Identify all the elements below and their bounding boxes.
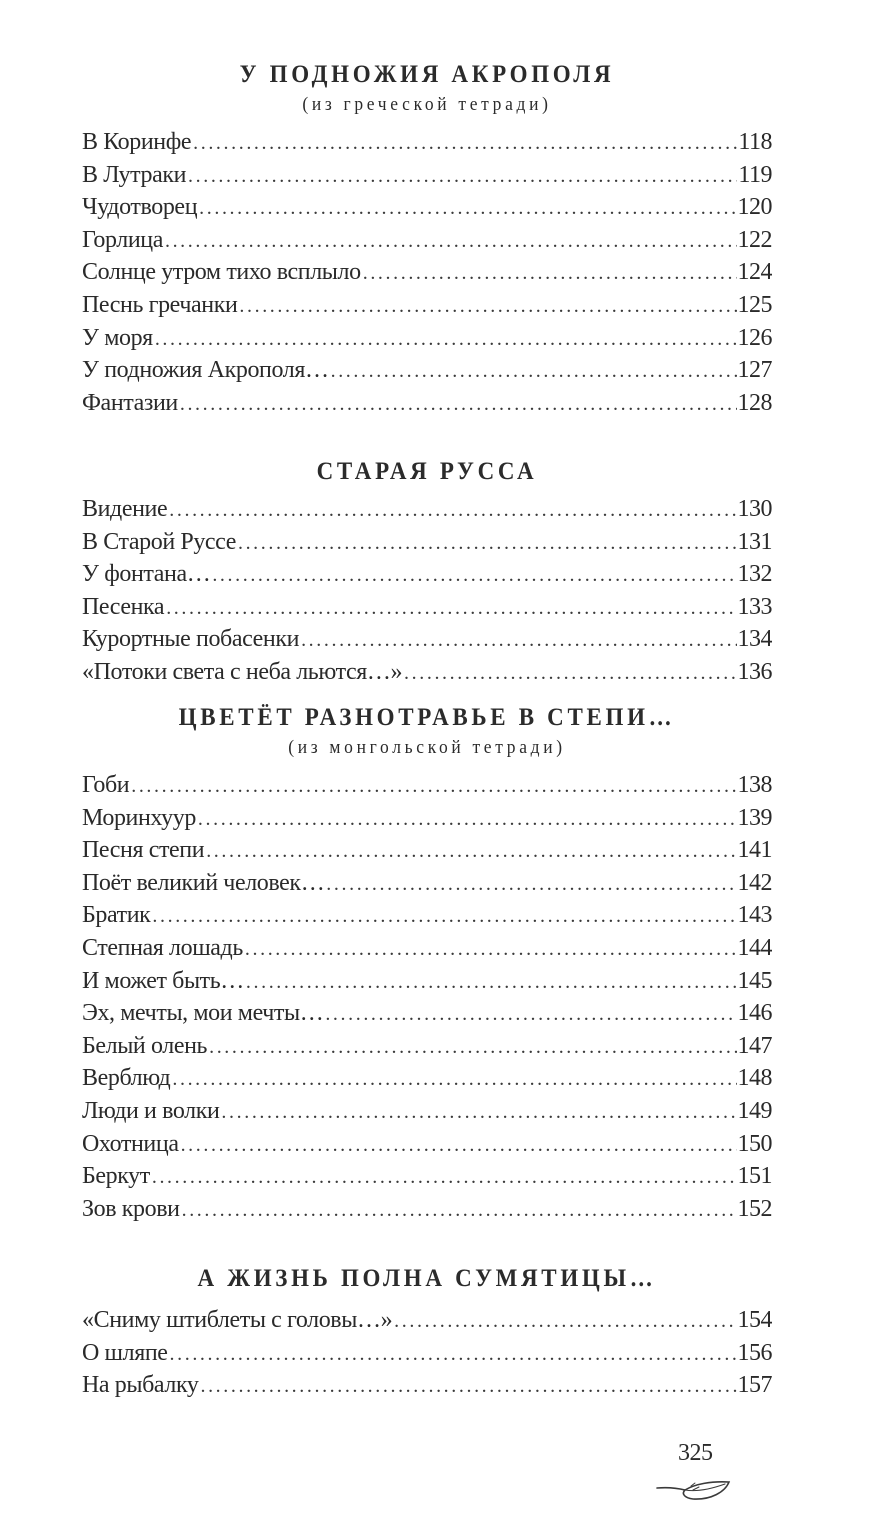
entry-page: 127 xyxy=(737,357,772,384)
toc-entry[interactable] xyxy=(82,1030,772,1063)
toc-entry[interactable] xyxy=(82,256,772,289)
toc-entry[interactable] xyxy=(82,322,772,355)
entry-page: 147 xyxy=(737,1032,772,1059)
entry-title: У моря xyxy=(82,324,153,351)
entry-page: 118 xyxy=(738,129,772,155)
entry-title: У фонтана… xyxy=(82,561,211,588)
entry-title: Чудотворец xyxy=(82,194,198,221)
dot-leader xyxy=(394,1305,736,1337)
dot-leader xyxy=(170,1338,737,1370)
entry-page: 146 xyxy=(737,1000,772,1027)
entry-title: Эх, мечты, мои мечты… xyxy=(82,1000,324,1027)
toc-entry[interactable] xyxy=(82,802,772,835)
toc-entry[interactable] xyxy=(82,656,772,689)
toc-entry[interactable] xyxy=(82,126,772,159)
toc-entry[interactable] xyxy=(82,1369,772,1402)
toc-entry[interactable] xyxy=(82,1095,772,1128)
dot-leader xyxy=(331,355,737,387)
entry-title: Горлица xyxy=(82,226,163,253)
entry-page: 126 xyxy=(737,324,772,351)
entry-page: 130 xyxy=(737,496,772,522)
dot-leader xyxy=(181,1129,737,1161)
feather-icon xyxy=(655,1478,731,1504)
dot-leader xyxy=(155,323,737,355)
dot-leader xyxy=(152,900,736,932)
entry-page: 138 xyxy=(737,772,772,798)
dot-leader xyxy=(325,998,736,1030)
section-title: У ПОДНОЖИЯ АКРОПОЛЯ xyxy=(239,61,615,88)
dot-leader xyxy=(199,192,736,224)
toc-entry[interactable] xyxy=(82,224,772,257)
toc-entry[interactable] xyxy=(82,1128,772,1161)
dot-leader xyxy=(198,803,737,835)
dot-leader xyxy=(301,624,736,656)
toc-entry[interactable] xyxy=(82,289,772,322)
dot-leader xyxy=(188,160,737,192)
entry-page: 154 xyxy=(737,1307,772,1333)
section-title: ЦВЕТЁТ РАЗНОТРАВЬЕ В СТЕПИ… xyxy=(178,704,676,731)
entry-page: 143 xyxy=(737,902,772,929)
dot-leader xyxy=(212,559,736,591)
dot-leader xyxy=(239,290,736,322)
entry-page: 152 xyxy=(737,1195,772,1222)
section-title: СТАРАЯ РУССА xyxy=(316,458,538,485)
entry-title: Братик xyxy=(82,902,151,929)
entry-title: Беркут xyxy=(82,1163,150,1190)
entry-title: Моринхуур xyxy=(82,804,196,831)
entry-title: «Потоки света с неба льются…» xyxy=(82,658,403,685)
toc-list xyxy=(82,126,772,419)
entry-page: 151 xyxy=(737,1163,772,1190)
toc-entry[interactable] xyxy=(82,591,772,624)
entry-title: Гоби xyxy=(82,772,130,798)
entry-title: В Лутраки xyxy=(82,161,187,188)
entry-page: 125 xyxy=(737,291,772,318)
entry-title: Белый олень xyxy=(82,1032,208,1059)
entry-title: Песня степи xyxy=(82,837,205,864)
entry-page: 119 xyxy=(738,161,772,188)
section-subtitle: (из греческой тетради) xyxy=(302,94,552,115)
entry-page: 120 xyxy=(737,194,772,221)
entry-title: Верблюд xyxy=(82,1065,171,1092)
toc-entry[interactable] xyxy=(82,965,772,998)
toc-section-mongolian xyxy=(82,703,772,1225)
toc-entry[interactable] xyxy=(82,387,772,420)
toc-entry[interactable] xyxy=(82,1160,772,1193)
entry-page: 157 xyxy=(737,1372,772,1399)
dot-leader xyxy=(193,127,737,159)
dot-leader xyxy=(200,1370,736,1402)
dot-leader xyxy=(172,1063,736,1095)
dot-leader xyxy=(363,257,737,289)
toc-entry[interactable] xyxy=(82,191,772,224)
dot-leader xyxy=(182,1194,737,1226)
entry-page: 144 xyxy=(737,934,772,961)
dot-leader xyxy=(165,225,737,257)
entry-title: О шляпе xyxy=(82,1339,168,1366)
entry-title: На рыбалку xyxy=(82,1372,199,1399)
section-title: А ЖИЗНЬ ПОЛНА СУМЯТИЦЫ… xyxy=(197,1265,657,1292)
entry-title: В Коринфе xyxy=(82,129,192,155)
entry-title: Люди и волки xyxy=(82,1097,220,1124)
toc-entry[interactable] xyxy=(82,1337,772,1370)
entry-title: Видение xyxy=(82,496,168,522)
entry-page: 132 xyxy=(737,561,772,588)
toc-entry[interactable] xyxy=(82,526,772,559)
toc-entry[interactable] xyxy=(82,558,772,591)
section-subtitle: (из монгольской тетради) xyxy=(288,737,566,758)
dot-leader xyxy=(238,527,737,559)
entry-page: 136 xyxy=(737,658,772,685)
entry-title: Курортные побасенки xyxy=(82,626,300,653)
entry-title: Солнце утром тихо всплыло xyxy=(82,259,361,286)
entry-page: 124 xyxy=(737,259,772,286)
toc-entry[interactable] xyxy=(82,997,772,1030)
entry-title: И может быть… xyxy=(82,967,244,994)
entry-title: Фантазии xyxy=(82,389,178,416)
entry-title: У подножия Акрополя… xyxy=(82,357,329,384)
dot-leader xyxy=(221,1096,736,1128)
toc-entry[interactable] xyxy=(82,1062,772,1095)
toc-section-zhizn xyxy=(82,1264,772,1402)
dot-leader xyxy=(246,966,737,998)
dot-leader xyxy=(166,592,736,624)
entry-page: 139 xyxy=(737,804,772,831)
dot-leader xyxy=(326,868,736,900)
entry-page: 131 xyxy=(737,528,772,555)
dot-leader xyxy=(206,835,736,867)
toc-entry[interactable] xyxy=(82,834,772,867)
entry-page: 145 xyxy=(737,967,772,994)
entry-page: 142 xyxy=(737,869,772,896)
entry-page: 156 xyxy=(737,1339,772,1366)
entry-page: 133 xyxy=(737,593,772,620)
entry-title: Охотница xyxy=(82,1130,179,1157)
toc-entry[interactable] xyxy=(82,899,772,932)
entry-page: 149 xyxy=(737,1097,772,1124)
toc-list xyxy=(82,1304,772,1402)
toc-entry[interactable] xyxy=(82,1304,772,1337)
toc-section-staraya-russa xyxy=(82,457,772,689)
toc-entry[interactable] xyxy=(82,159,772,192)
entry-page: 150 xyxy=(737,1130,772,1157)
toc-entry[interactable] xyxy=(82,932,772,965)
entry-title: В Старой Руссе xyxy=(82,528,236,555)
toc-entry[interactable] xyxy=(82,354,772,387)
dot-leader xyxy=(245,933,737,965)
entry-title: «Сниму штиблеты с головы…» xyxy=(82,1307,393,1333)
toc-entry[interactable] xyxy=(82,1193,772,1226)
dot-leader xyxy=(180,388,737,420)
toc-entry[interactable] xyxy=(82,623,772,656)
entry-title: Поёт великий человек… xyxy=(82,869,325,896)
entry-page: 148 xyxy=(737,1065,772,1092)
entry-page: 134 xyxy=(737,626,772,653)
toc-section-greek xyxy=(82,60,772,419)
page-number: 325 xyxy=(678,1440,713,1466)
entry-page: 128 xyxy=(737,389,772,416)
dot-leader xyxy=(404,657,736,689)
entry-title: Песенка xyxy=(82,593,165,620)
entry-page: 141 xyxy=(737,837,772,864)
toc-list xyxy=(82,769,772,1225)
dot-leader xyxy=(131,770,736,802)
dot-leader xyxy=(209,1031,736,1063)
dot-leader xyxy=(152,1161,737,1193)
entry-title: Зов крови xyxy=(82,1195,180,1222)
toc-entry[interactable] xyxy=(82,769,772,802)
toc-entry[interactable] xyxy=(82,493,772,526)
toc-entry[interactable] xyxy=(82,867,772,900)
toc-list xyxy=(82,493,772,689)
entry-title: Степная лошадь xyxy=(82,934,243,961)
entry-page: 122 xyxy=(737,226,772,253)
entry-title: Песнь гречанки xyxy=(82,291,238,318)
dot-leader xyxy=(169,494,736,526)
